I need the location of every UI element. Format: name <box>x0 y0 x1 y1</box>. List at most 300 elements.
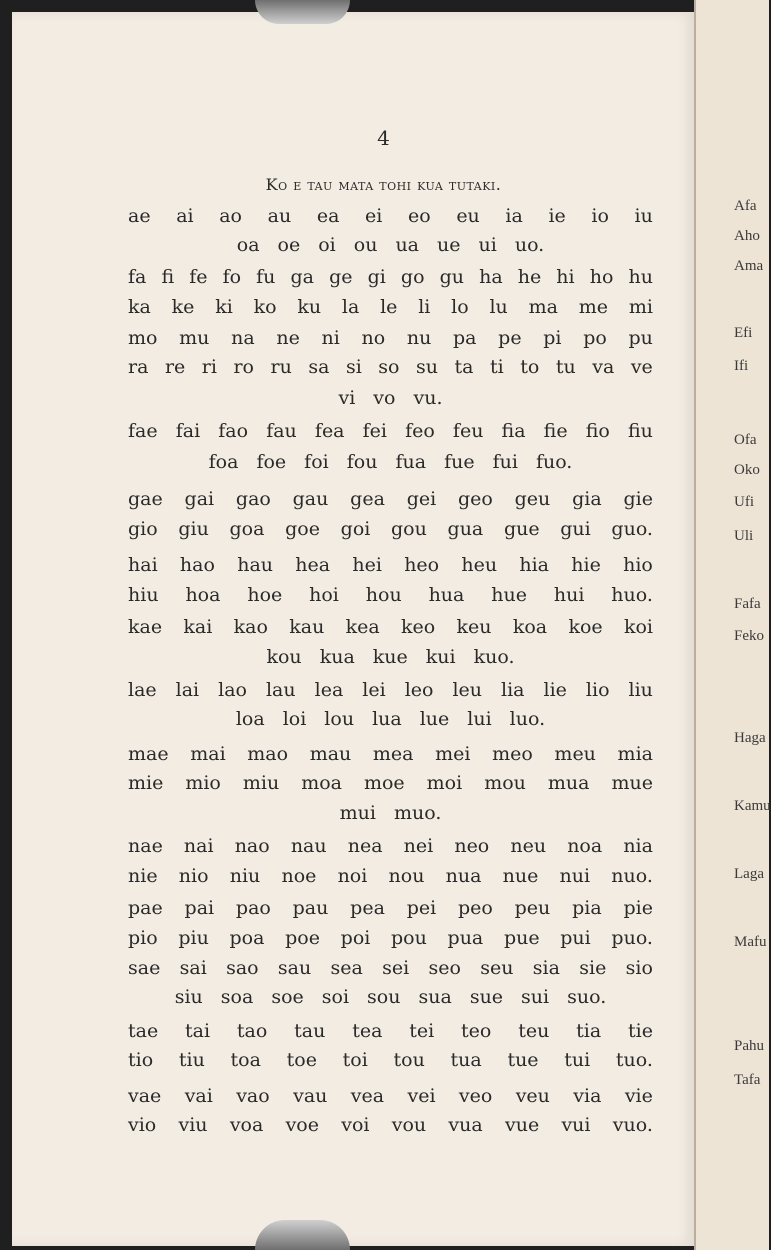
syllable: nou <box>388 865 425 887</box>
syllable: mou <box>484 772 526 794</box>
syllable: lio <box>585 679 610 701</box>
syllable: sea <box>330 957 363 979</box>
syllable: vu. <box>413 387 443 409</box>
syllable-line <box>128 772 653 794</box>
syllable: loa <box>235 708 265 730</box>
facing-page-word: Laga <box>734 866 764 882</box>
syllable: kuo. <box>473 646 515 668</box>
syllable: fae <box>128 420 158 442</box>
syllable: fuo. <box>535 451 573 473</box>
syllable: gi <box>367 266 386 288</box>
syllable: geo <box>457 488 493 510</box>
syllable: lie <box>543 679 567 701</box>
syllable: kui <box>425 646 456 668</box>
syllable: sao <box>226 957 259 979</box>
syllable: nui <box>559 865 591 887</box>
syllable: hua <box>428 584 465 606</box>
syllable: vei <box>407 1085 436 1107</box>
syllable: fi <box>161 266 175 288</box>
syllable: nu <box>406 327 432 349</box>
syllable-line <box>128 1020 653 1042</box>
syllable: kai <box>183 616 213 638</box>
facing-page-word: Pahu <box>734 1038 764 1054</box>
syllable: mue <box>611 772 653 794</box>
syllable: sie <box>579 957 607 979</box>
syllable: kae <box>128 616 163 638</box>
syllable: hau <box>237 554 274 576</box>
syllable: puo. <box>611 927 653 949</box>
syllable: ie <box>548 205 566 227</box>
syllable: nua <box>445 865 482 887</box>
syllable: toe <box>286 1049 317 1071</box>
syllable: hai <box>128 554 158 576</box>
syllable: tei <box>409 1020 435 1042</box>
syllable: pia <box>572 897 602 919</box>
syllable: si <box>345 356 362 378</box>
syllable: gao <box>235 488 271 510</box>
syllable: nau <box>290 835 327 857</box>
syllable: luo. <box>509 708 546 730</box>
syllable: sae <box>128 957 161 979</box>
syllable: vo <box>373 387 396 409</box>
syllable: pi <box>543 327 562 349</box>
syllable: va <box>592 356 615 378</box>
syllable: gei <box>406 488 437 510</box>
syllable: voa <box>229 1114 264 1136</box>
syllable: voe <box>285 1114 319 1136</box>
syllable: vae <box>128 1085 162 1107</box>
syllable: sau <box>277 957 312 979</box>
syllable: tae <box>128 1020 159 1042</box>
syllable: pae <box>128 897 163 919</box>
syllable: nae <box>128 835 163 857</box>
syllable: keo <box>401 616 436 638</box>
syllable-line <box>128 957 653 979</box>
syllable: au <box>267 205 292 227</box>
syllable: soi <box>321 986 350 1008</box>
syllable: keu <box>456 616 492 638</box>
syllable: tue <box>507 1049 539 1071</box>
syllable: he <box>517 266 542 288</box>
syllable: soe <box>271 986 304 1008</box>
syllable-line <box>128 266 653 288</box>
syllable: mi <box>628 296 653 318</box>
syllable: lai <box>175 679 200 701</box>
syllable: kau <box>289 616 325 638</box>
syllable: pue <box>503 927 540 949</box>
syllable-line <box>128 865 653 887</box>
facing-page-word: Efi <box>734 325 753 341</box>
syllable: tia <box>576 1020 602 1042</box>
syllable: ku <box>297 296 322 318</box>
syllable: vea <box>350 1085 385 1107</box>
syllable: vai <box>184 1085 213 1107</box>
syllable-line <box>128 1114 653 1136</box>
syllable: na <box>231 327 255 349</box>
syllable-line <box>128 986 653 1008</box>
syllable: pea <box>350 897 385 919</box>
syllable: su <box>416 356 439 378</box>
syllable: ua <box>395 234 420 256</box>
syllable: giu <box>178 518 209 540</box>
syllable: gou <box>391 518 427 540</box>
syllable: la <box>341 296 360 318</box>
syllable: fo <box>222 266 242 288</box>
heading-text: Ko e tau mata tohi kua tutaki. <box>265 175 502 194</box>
syllable: teu <box>518 1020 550 1042</box>
syllable-line <box>128 451 653 473</box>
syllable: no <box>361 327 386 349</box>
syllable: hoe <box>247 584 283 606</box>
syllable: guo. <box>611 518 653 540</box>
syllable: gai <box>184 488 215 510</box>
syllable: hio <box>623 554 653 576</box>
syllable: mio <box>185 772 221 794</box>
page-clip-top <box>255 0 350 24</box>
syllable: tui <box>564 1049 591 1071</box>
syllable-line <box>128 616 653 638</box>
syllable: mae <box>128 743 169 765</box>
syllable: hi <box>556 266 575 288</box>
syllable: soa <box>220 986 254 1008</box>
syllable: gae <box>128 488 163 510</box>
facing-page-word: Aho <box>734 228 760 244</box>
syllable: lao <box>218 679 247 701</box>
syllable-line <box>128 802 653 824</box>
syllable: poe <box>285 927 320 949</box>
syllable: hei <box>352 554 382 576</box>
syllable: ti <box>490 356 504 378</box>
syllable: ou <box>353 234 378 256</box>
syllable: piu <box>178 927 209 949</box>
syllable: nea <box>347 835 383 857</box>
syllable: pau <box>292 897 329 919</box>
syllable: sai <box>179 957 207 979</box>
syllable: mie <box>128 772 164 794</box>
syllable-line <box>128 554 653 576</box>
syllable: gui <box>560 518 591 540</box>
syllable: kua <box>319 646 355 668</box>
syllable: tiu <box>178 1049 205 1071</box>
syllable-line <box>128 356 653 378</box>
syllable: ru <box>270 356 292 378</box>
syllable: fue <box>444 451 475 473</box>
syllable: kou <box>266 646 302 668</box>
syllable: lea <box>314 679 344 701</box>
syllable: moi <box>426 772 463 794</box>
syllable: nio <box>178 865 209 887</box>
syllable: vou <box>391 1114 427 1136</box>
syllable-line <box>128 679 653 701</box>
syllable: fio <box>585 420 610 442</box>
facing-page-word: Mafu <box>734 934 767 950</box>
syllable: toa <box>230 1049 261 1071</box>
syllable: goe <box>285 518 320 540</box>
syllable: ui <box>478 234 497 256</box>
syllable: tai <box>185 1020 211 1042</box>
syllable: go <box>400 266 425 288</box>
syllable: ta <box>454 356 474 378</box>
syllable: ra <box>128 356 149 378</box>
syllable: via <box>573 1085 602 1107</box>
syllable: gie <box>623 488 653 510</box>
syllable: lui <box>467 708 492 730</box>
syllable: moe <box>363 772 405 794</box>
syllable: po <box>583 327 607 349</box>
syllable-line <box>128 646 653 668</box>
syllable: huo. <box>611 584 653 606</box>
syllable: ni <box>321 327 340 349</box>
syllable: sei <box>382 957 410 979</box>
syllable: vio <box>128 1114 157 1136</box>
syllable: tou <box>393 1049 425 1071</box>
syllable: mia <box>617 743 653 765</box>
syllable: vui <box>561 1114 591 1136</box>
syllable: fiu <box>627 420 653 442</box>
syllable: liu <box>628 679 653 701</box>
syllable: sue <box>469 986 504 1008</box>
syllable: sua <box>418 986 452 1008</box>
syllable: tu <box>555 356 576 378</box>
syllable: tau <box>294 1020 326 1042</box>
section-heading <box>0 175 767 194</box>
syllable: gio <box>128 518 158 540</box>
syllable: lae <box>128 679 157 701</box>
syllable: mau <box>309 743 352 765</box>
syllable: ea <box>316 205 340 227</box>
syllable: fau <box>266 420 297 442</box>
syllable: veo <box>458 1085 493 1107</box>
syllable: to <box>520 356 540 378</box>
facing-page-word: Tafa <box>734 1072 761 1088</box>
syllable-line <box>128 234 653 256</box>
syllable: neu <box>510 835 547 857</box>
syllable: leo <box>404 679 434 701</box>
syllable: lu <box>489 296 508 318</box>
syllable: ge <box>329 266 353 288</box>
syllable: poi <box>340 927 371 949</box>
syllable: mao <box>247 743 289 765</box>
syllable-line <box>128 296 653 318</box>
syllable-line <box>128 927 653 949</box>
syllable: meo <box>492 743 533 765</box>
syllable: hea <box>295 554 331 576</box>
syllable: hoi <box>309 584 339 606</box>
syllable: ga <box>290 266 314 288</box>
syllable: ne <box>276 327 300 349</box>
syllable: kao <box>233 616 268 638</box>
syllable-line <box>128 518 653 540</box>
syllable: kea <box>345 616 380 638</box>
syllable: veu <box>515 1085 550 1107</box>
syllable: koe <box>568 616 603 638</box>
syllable: fei <box>362 420 387 442</box>
syllable: ke <box>171 296 195 318</box>
syllable: nie <box>128 865 158 887</box>
syllable: ae <box>128 205 151 227</box>
syllable: fai <box>175 420 201 442</box>
syllable: sou <box>367 986 401 1008</box>
syllable: ai <box>176 205 194 227</box>
syllable: sa <box>308 356 330 378</box>
syllable: tua <box>450 1049 482 1071</box>
syllable-line <box>128 205 653 227</box>
syllable: ro <box>233 356 254 378</box>
syllable: gia <box>572 488 602 510</box>
syllable: hui <box>553 584 585 606</box>
syllable: lo <box>451 296 469 318</box>
syllable-line <box>128 835 653 857</box>
syllable: nue <box>502 865 539 887</box>
syllable: fe <box>189 266 208 288</box>
syllable: seo <box>428 957 461 979</box>
syllable: hu <box>628 266 653 288</box>
syllable: hia <box>519 554 550 576</box>
syllable: lua <box>372 708 402 730</box>
syllable: heo <box>404 554 440 576</box>
syllable: niu <box>229 865 261 887</box>
syllable: moa <box>301 772 342 794</box>
syllable: ho <box>589 266 614 288</box>
syllable: tea <box>352 1020 383 1042</box>
facing-page-word: Ufi <box>734 494 754 510</box>
syllable-line <box>128 1049 653 1071</box>
syllable: foa <box>208 451 239 473</box>
syllable: iu <box>634 205 653 227</box>
syllable-line <box>128 743 653 765</box>
syllable: ia <box>505 205 523 227</box>
syllable: muo. <box>393 802 442 824</box>
syllable: feo <box>405 420 435 442</box>
syllable: ri <box>201 356 217 378</box>
facing-page-word: Afa <box>734 198 757 214</box>
syllable: tuo. <box>615 1049 653 1071</box>
syllable: lou <box>324 708 355 730</box>
syllable: pou <box>391 927 427 949</box>
syllable: oi <box>318 234 336 256</box>
syllable: fa <box>128 266 147 288</box>
syllable: oe <box>277 234 301 256</box>
syllable: teo <box>461 1020 492 1042</box>
syllable: mea <box>372 743 414 765</box>
syllable: vie <box>624 1085 653 1107</box>
syllable: eo <box>408 205 431 227</box>
syllable: mei <box>435 743 471 765</box>
syllable: pua <box>447 927 484 949</box>
syllable-line <box>128 488 653 510</box>
syllable: so <box>378 356 400 378</box>
syllable: nai <box>183 835 214 857</box>
syllable: hoa <box>185 584 221 606</box>
syllable: fou <box>346 451 378 473</box>
syllable: nao <box>234 835 270 857</box>
page-number: 4 <box>377 126 390 150</box>
syllable: ma <box>528 296 558 318</box>
syllable: lei <box>362 679 386 701</box>
syllable: uo. <box>514 234 545 256</box>
syllable: gu <box>439 266 464 288</box>
syllable: ao <box>219 205 243 227</box>
facing-page-word: Oko <box>734 462 760 478</box>
syllable: vi <box>338 387 356 409</box>
syllable: goa <box>229 518 265 540</box>
syllable: kue <box>372 646 408 668</box>
facing-page-word: Ama <box>734 258 764 274</box>
syllable-line <box>128 584 653 606</box>
facing-page-word: Ofa <box>734 432 757 448</box>
syllable-line <box>128 708 653 730</box>
syllable: lau <box>265 679 296 701</box>
syllable: fia <box>501 420 526 442</box>
syllable: ve <box>630 356 653 378</box>
syllable: fea <box>314 420 345 442</box>
syllable: gua <box>447 518 484 540</box>
facing-page-word: Uli <box>734 528 754 544</box>
syllable: pio <box>128 927 158 949</box>
syllable: neo <box>454 835 490 857</box>
syllable: gau <box>292 488 329 510</box>
syllable: foi <box>304 451 329 473</box>
syllable: feu <box>452 420 484 442</box>
syllable: fie <box>543 420 568 442</box>
syllable: hie <box>571 554 601 576</box>
syllable: pao <box>235 897 271 919</box>
syllable-line <box>128 897 653 919</box>
syllable: hou <box>365 584 402 606</box>
syllable: lue <box>419 708 450 730</box>
syllable: li <box>418 296 431 318</box>
syllable: vuo. <box>612 1114 653 1136</box>
syllable: pe <box>498 327 522 349</box>
syllable: peo <box>457 897 493 919</box>
syllable: hiu <box>128 584 159 606</box>
syllable: geu <box>514 488 551 510</box>
syllable: mai <box>190 743 226 765</box>
syllable: miu <box>242 772 280 794</box>
syllable: hue <box>491 584 527 606</box>
syllable: me <box>578 296 609 318</box>
syllable: poa <box>229 927 265 949</box>
syllable: pie <box>623 897 653 919</box>
syllable: vao <box>236 1085 270 1107</box>
syllable: ki <box>215 296 233 318</box>
syllable-line <box>128 327 653 349</box>
syllable: pai <box>184 897 215 919</box>
syllable: io <box>591 205 609 227</box>
syllable: ha <box>479 266 503 288</box>
syllable: ko <box>253 296 277 318</box>
syllable: fua <box>395 451 427 473</box>
syllable: siu <box>174 986 203 1008</box>
syllable: heu <box>461 554 498 576</box>
syllable: le <box>380 296 398 318</box>
syllable: fu <box>256 266 276 288</box>
syllable: gea <box>350 488 385 510</box>
syllable: noi <box>337 865 368 887</box>
syllable: fui <box>492 451 518 473</box>
facing-page-word: Kamu <box>734 798 771 814</box>
syllable: pa <box>453 327 477 349</box>
syllable: pui <box>560 927 591 949</box>
syllable: koi <box>623 616 653 638</box>
syllable: lia <box>501 679 525 701</box>
syllable: leu <box>452 679 483 701</box>
syllable: sui <box>521 986 550 1008</box>
syllable: re <box>164 356 186 378</box>
syllable: meu <box>554 743 596 765</box>
syllable: loi <box>282 708 307 730</box>
syllable: mu <box>179 327 210 349</box>
